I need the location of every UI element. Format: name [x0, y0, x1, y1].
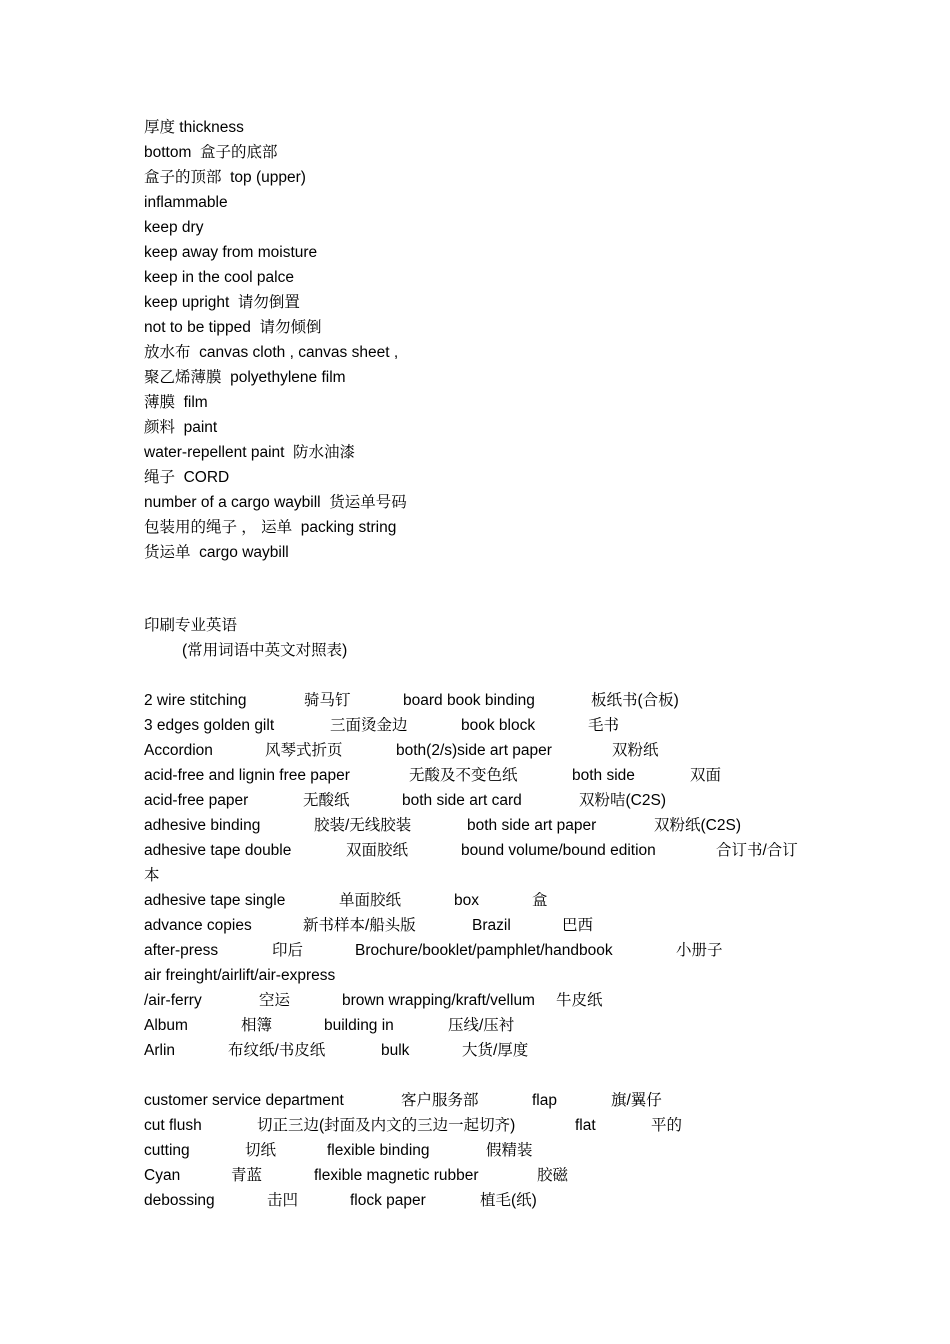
glossary-row: [144, 1016, 844, 1041]
glossary-row: [144, 1191, 844, 1216]
vocab-line: 薄膜 film: [144, 394, 208, 411]
glossary-term-en: bound volume/bound edition: [461, 842, 656, 859]
glossary-term-en: box: [454, 892, 479, 909]
spacer: [144, 666, 844, 691]
glossary-term-en: flexible binding: [327, 1142, 430, 1159]
glossary-term-zh: 双粉咭(C2S): [579, 792, 666, 809]
glossary-term-zh: 平的: [651, 1117, 683, 1134]
glossary-term-en: Arlin: [144, 1042, 176, 1059]
vocab-line: 盒子的顶部 top (upper): [144, 169, 306, 186]
glossary-term-en: customer service department: [144, 1092, 344, 1109]
glossary-term-en: both side art card: [402, 792, 522, 809]
glossary-term-zh: 毛书: [588, 717, 620, 734]
glossary-term-zh: 巴西: [562, 917, 594, 934]
vocab-line: keep upright 请勿倒置: [144, 294, 300, 311]
document-page: [144, 118, 844, 1216]
glossary-term-zh: 印后: [272, 942, 304, 959]
glossary-term-en: bulk: [381, 1042, 410, 1059]
section-title: 印刷专业英语: [144, 617, 238, 634]
vocab-line: not to be tipped 请勿倾倒: [144, 319, 322, 336]
glossary-row: [144, 1166, 844, 1191]
section-subtitle: (常用词语中英文对照表): [182, 642, 348, 659]
vocab-line: 包装用的绳子 ， 运单 packing string: [144, 519, 397, 536]
glossary-term-zh: 无酸纸: [303, 792, 350, 809]
glossary-term-en: after-press: [144, 942, 219, 959]
glossary-term-zh: 无酸及不变色纸: [409, 767, 518, 784]
glossary-term-zh: 单面胶纸: [339, 892, 402, 909]
glossary-term-zh: 风琴式折页: [265, 742, 343, 759]
glossary-term-en: flat: [575, 1117, 596, 1134]
glossary-term-zh: 合订书/合订: [716, 842, 798, 859]
glossary-term-en: Album: [144, 1017, 188, 1034]
spacer: [144, 1066, 844, 1091]
glossary-term-en: Brazil: [472, 917, 511, 934]
glossary-term-en: board book binding: [403, 692, 535, 709]
vocab-line: 聚乙烯薄膜 polyethylene film: [144, 369, 346, 386]
glossary-term-en: air freinght/airlift/air-express: [144, 967, 336, 984]
glossary-row: [144, 866, 844, 891]
vocab-line: water-repellent paint 防水油漆: [144, 444, 356, 461]
glossary-row: [144, 1141, 844, 1166]
vocab-line: keep in the cool palce: [144, 269, 294, 286]
glossary-term-en: cut flush: [144, 1117, 202, 1134]
glossary-term-en: Cyan: [144, 1167, 181, 1184]
glossary-term-zh: 空运: [259, 992, 291, 1009]
glossary-row: [144, 766, 844, 791]
glossary-term-en: building in: [324, 1017, 394, 1034]
glossary-term-en: 3 edges golden gilt: [144, 717, 275, 734]
glossary-row: [144, 916, 844, 941]
glossary-term-en: advance copies: [144, 917, 252, 934]
glossary-term-zh: 假精装: [486, 1142, 533, 1159]
glossary-term-en: both(2/s)side art paper: [396, 742, 552, 759]
glossary-term-zh: 旗/翼仔: [611, 1092, 662, 1109]
glossary-row: [144, 966, 844, 991]
glossary-row: [144, 1116, 844, 1141]
glossary-term-en: flexible magnetic rubber: [314, 1167, 479, 1184]
glossary-term-zh: 新书样本/船头版: [303, 917, 416, 934]
glossary-term-en: acid-free and lignin free paper: [144, 767, 350, 784]
vocab-line: number of a cargo waybill 货运单号码: [144, 494, 407, 511]
glossary-term-zh: 击凹: [267, 1192, 299, 1209]
glossary-table-2: [144, 1091, 844, 1216]
glossary-term-zh: 客户服务部: [401, 1092, 479, 1109]
glossary-row: [144, 716, 844, 741]
glossary-term-zh: 板纸书(合板): [591, 692, 679, 709]
glossary-term-zh: 骑马钉: [304, 692, 351, 709]
glossary-row: [144, 1091, 844, 1116]
glossary-term-zh: 相簿: [241, 1017, 273, 1034]
glossary-term-zh: 胶磁: [537, 1167, 569, 1184]
vocab-line: inflammable: [144, 194, 228, 211]
glossary-term-zh: 切正三边(封面及内文的三边一起切齐): [257, 1117, 516, 1134]
glossary-row: [144, 891, 844, 916]
glossary-term-zh: 双粉纸(C2S): [654, 817, 741, 834]
glossary-term-zh: 小册子: [676, 942, 723, 959]
glossary-term-en: debossing: [144, 1192, 215, 1209]
glossary-term-zh: 切纸: [245, 1142, 277, 1159]
glossary-term-en: both side: [572, 767, 635, 784]
glossary-term-en: flock paper: [350, 1192, 426, 1209]
glossary-row: [144, 691, 844, 716]
glossary-term-zh: 大货/厚度: [462, 1042, 529, 1059]
vocab-line: 绳子 CORD: [144, 469, 230, 486]
vocab-line: keep away from moisture: [144, 244, 318, 261]
glossary-row: [144, 741, 844, 766]
glossary-term-zh: 双面胶纸: [346, 842, 409, 859]
glossary-table-1: [144, 691, 844, 1066]
glossary-term-zh: 胶装/无线胶装: [314, 817, 412, 834]
vocab-line: 货运单 cargo waybill: [144, 544, 289, 561]
glossary-term-en: cutting: [144, 1142, 190, 1159]
glossary-term-zh: 双粉纸: [612, 742, 659, 759]
glossary-term-en: adhesive binding: [144, 817, 261, 834]
glossary-row: [144, 816, 844, 841]
glossary-row: [144, 991, 844, 1016]
glossary-term-en: brown wrapping/kraft/vellum: [342, 992, 535, 1009]
glossary-row: [144, 941, 844, 966]
vocab-line: 颜料 paint: [144, 419, 218, 436]
glossary-term-en: Accordion: [144, 742, 213, 759]
glossary-term-en: Brochure/booklet/pamphlet/handbook: [355, 942, 613, 959]
vocab-line: bottom 盒子的底部: [144, 144, 278, 161]
glossary-row: [144, 1041, 844, 1066]
glossary-term-zh: 双面: [690, 767, 722, 784]
glossary-row: [144, 791, 844, 816]
glossary-term-en: adhesive tape double: [144, 842, 292, 859]
glossary-term-zh: 盒: [532, 892, 548, 909]
glossary-term-en: 本: [144, 867, 160, 884]
glossary-term-zh: 牛皮纸: [556, 992, 603, 1009]
vocab-line: 厚度 thickness: [144, 119, 244, 136]
glossary-row: [144, 841, 844, 866]
glossary-term-en: both side art paper: [467, 817, 597, 834]
spacer: [144, 568, 844, 616]
glossary-term-zh: 青蓝: [231, 1167, 263, 1184]
glossary-term-zh: 植毛(纸): [480, 1192, 537, 1209]
glossary-term-en: /air-ferry: [144, 992, 202, 1009]
glossary-term-zh: 压线/压衬: [448, 1017, 515, 1034]
glossary-term-en: acid-free paper: [144, 792, 249, 809]
glossary-term-zh: 布纹纸/书皮纸: [228, 1042, 326, 1059]
glossary-term-zh: 三面烫金边: [330, 717, 408, 734]
vocab-line: 放水布 canvas cloth , canvas sheet ,: [144, 344, 399, 361]
glossary-term-en: book block: [461, 717, 536, 734]
glossary-term-en: adhesive tape single: [144, 892, 286, 909]
glossary-term-en: flap: [532, 1092, 557, 1109]
vocab-list: [144, 118, 844, 568]
vocab-line: keep dry: [144, 219, 204, 236]
glossary-term-en: 2 wire stitching: [144, 692, 247, 709]
